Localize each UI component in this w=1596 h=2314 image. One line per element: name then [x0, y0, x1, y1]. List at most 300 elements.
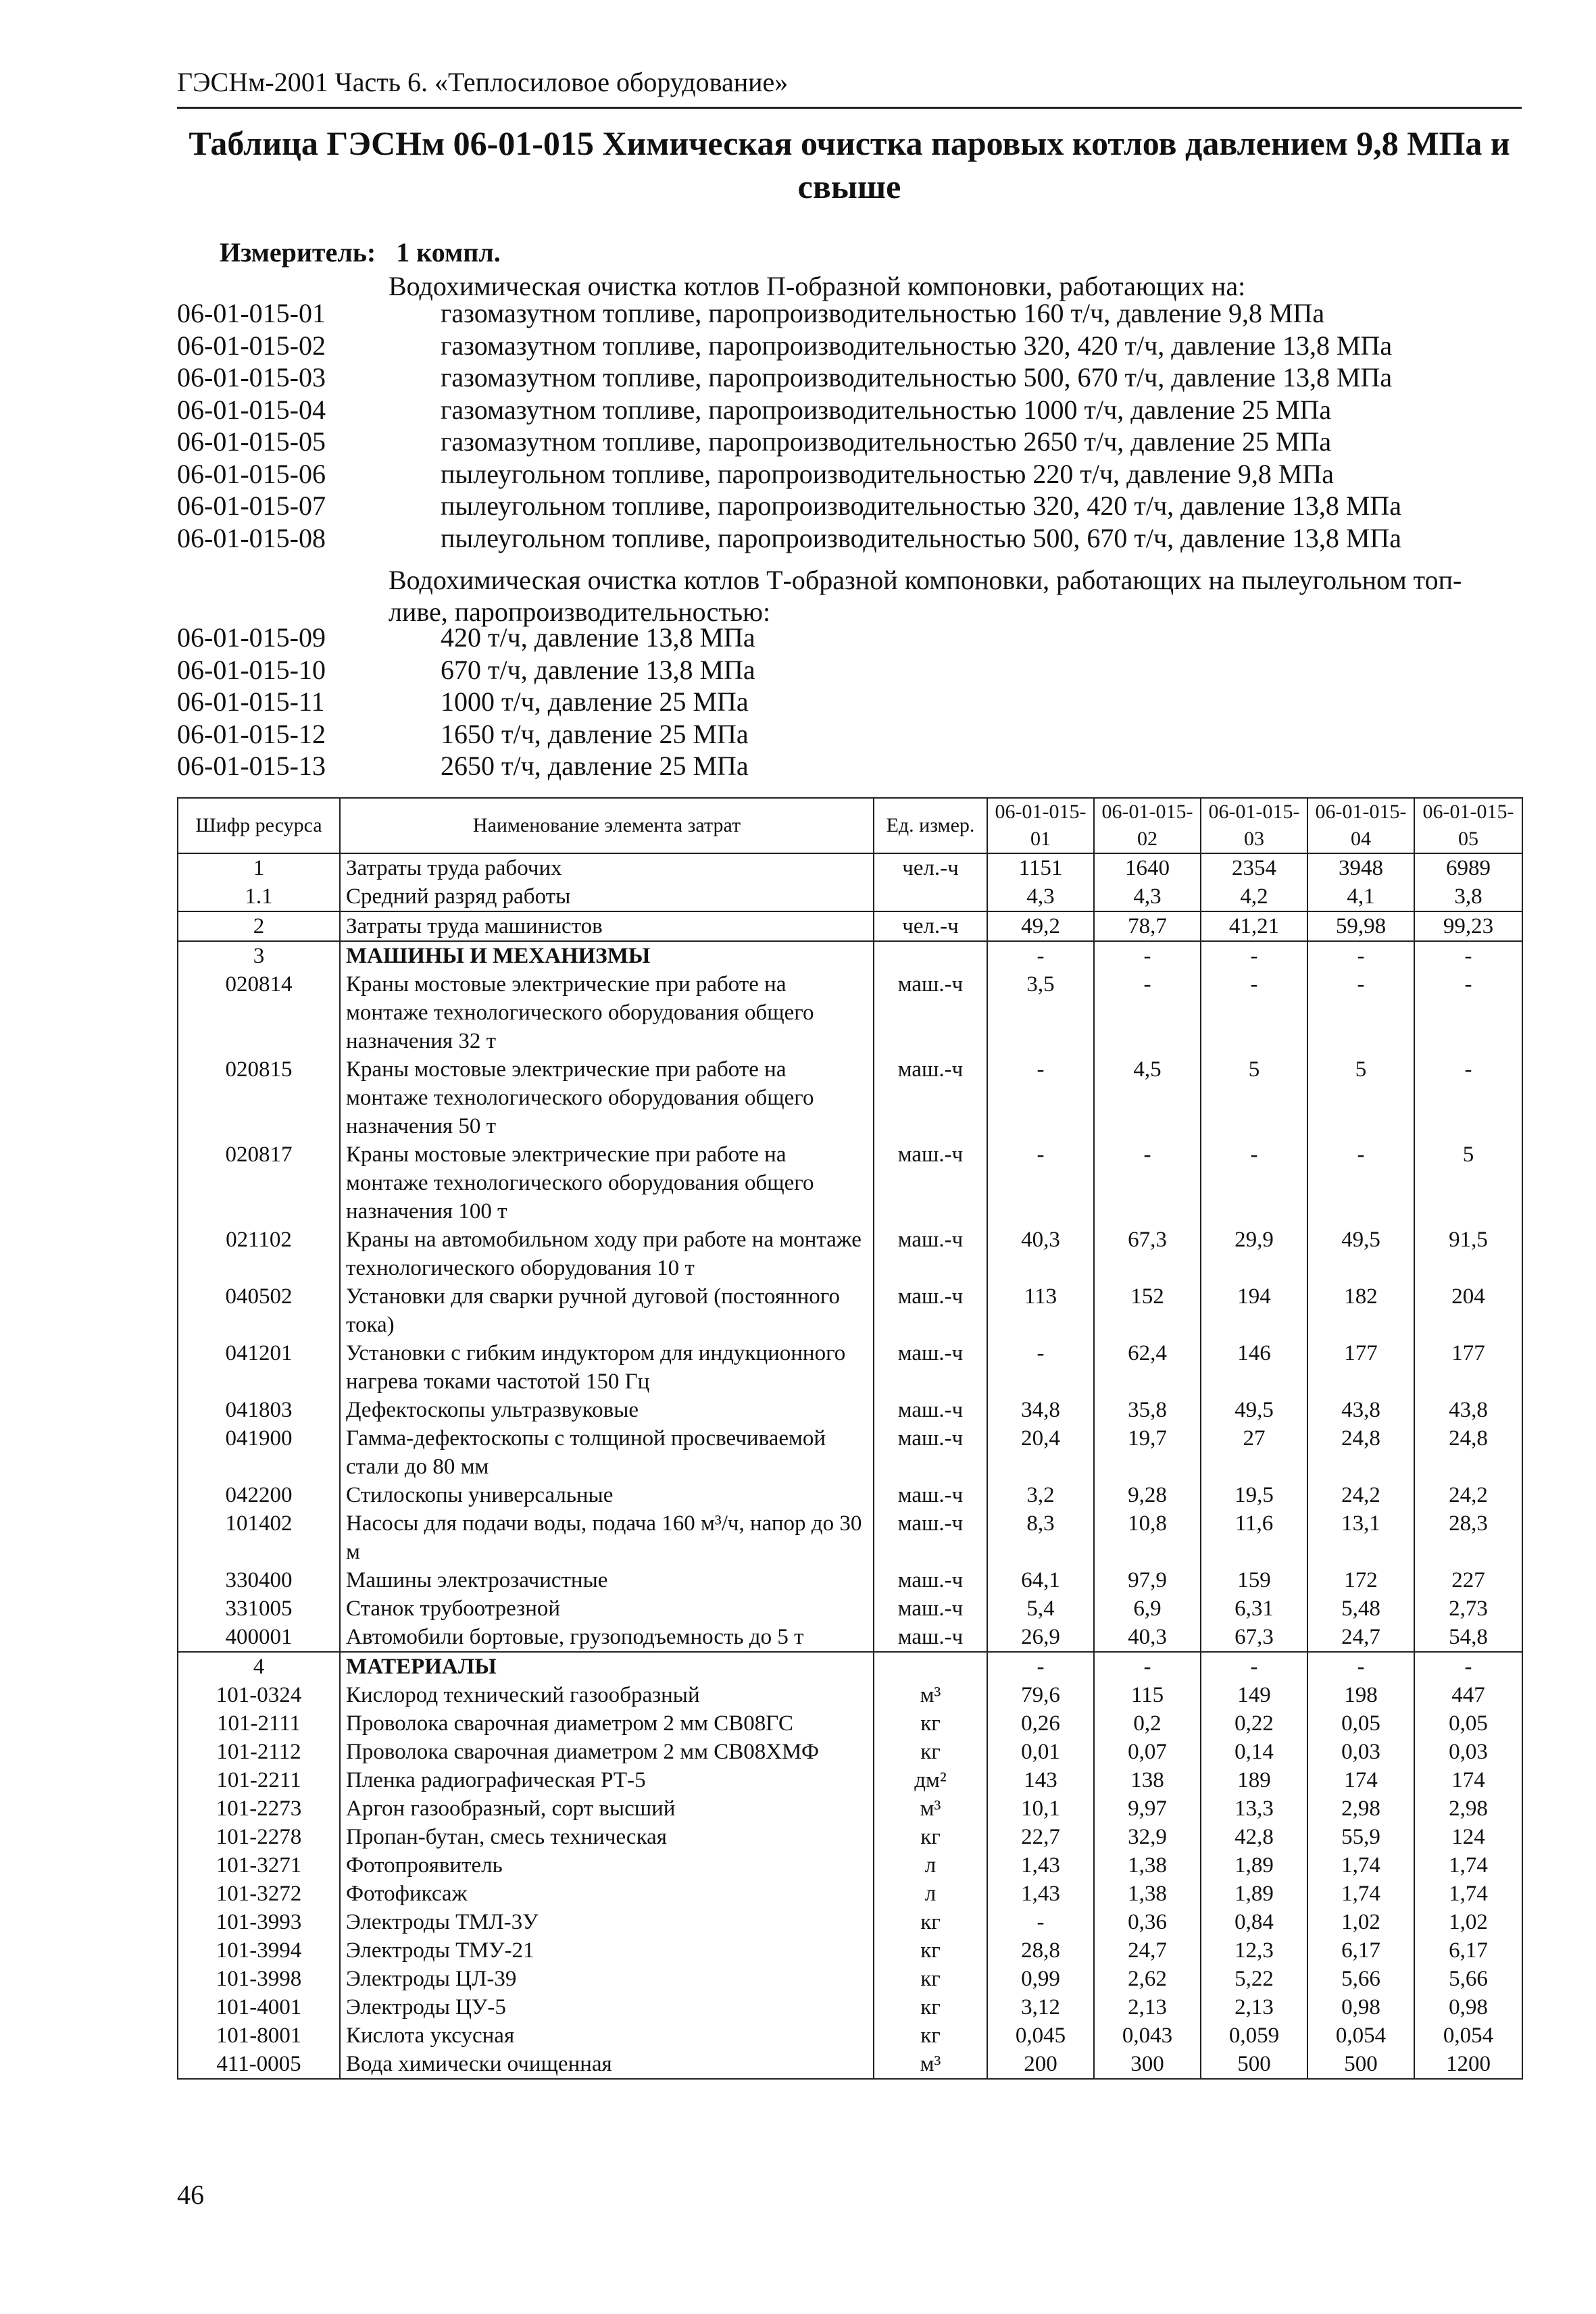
- value-cell: 20,4: [987, 1424, 1094, 1481]
- resource-code: 041900: [178, 1424, 340, 1481]
- measure: [220, 236, 501, 268]
- norm-code: 06-01-015-11: [177, 686, 325, 717]
- table-title-line1: Таблица ГЭСНм 06-01-015 Химическая очистка паровых котлов давлением 9,8 МПа и: [189, 124, 1510, 162]
- value-cell: 2354: [1201, 853, 1307, 882]
- norm-code: 06-01-015-06: [177, 458, 326, 489]
- table-row: [178, 1226, 1522, 1282]
- table-title: [177, 122, 1522, 208]
- table-body: [178, 853, 1522, 2079]
- element-name: Затраты труда машинистов: [340, 911, 874, 941]
- table-row: [178, 970, 1522, 1055]
- value-cell: -: [1307, 941, 1414, 970]
- value-cell: -: [1201, 970, 1307, 1055]
- element-name: МАТЕРИАЛЫ: [340, 1652, 874, 1681]
- resource-code: 101-0324: [178, 1681, 340, 1709]
- value-cell: 5,66: [1307, 1965, 1414, 1993]
- element-name: Дефектоскопы ультразвуковые: [340, 1396, 874, 1424]
- value-cell: 1,89: [1201, 1851, 1307, 1880]
- value-cell: 24,2: [1307, 1481, 1414, 1509]
- element-name: Кислород технический газообразный: [340, 1681, 874, 1709]
- resource-code: 3: [178, 941, 340, 970]
- value-cell: 5,22: [1201, 1965, 1307, 1993]
- element-name: Краны мостовые электрические при работе на монтаже технологического оборудования общего назначения 100 т: [340, 1140, 874, 1226]
- value-cell: 49,2: [987, 911, 1094, 941]
- norm-code: 06-01-015-04: [177, 394, 326, 425]
- norm-code: 06-01-015-03: [177, 362, 326, 393]
- value-cell: 32,9: [1094, 1823, 1201, 1851]
- unit: маш.-ч: [874, 1424, 987, 1481]
- value-cell: 0,99: [987, 1965, 1094, 1993]
- element-name: Краны мостовые электрические при работе на монтаже технологического оборудования общего назначения 32 т: [340, 970, 874, 1055]
- element-name: Краны на автомобильном ходу при работе на монтаже технологического оборудования 10 т: [340, 1226, 874, 1282]
- value-cell: -: [1307, 970, 1414, 1055]
- running-header: ГЭСНм-2001 Часть 6. «Теплосиловое оборудование»: [177, 67, 789, 97]
- value-cell: 1151: [987, 853, 1094, 882]
- resource-code: 101-2112: [178, 1738, 340, 1766]
- table-row: [178, 1965, 1522, 1993]
- norm-description: газомазутном топливе, паропроизводительностью 320, 420 т/ч, давление 13,8 МПа: [441, 330, 1393, 361]
- value-cell: 0,2: [1094, 1709, 1201, 1738]
- norm-description: пылеугольном топливе, паропроизводительностью 320, 420 т/ч, давление 13,8 МПа: [441, 491, 1402, 521]
- header-col-05: 06-01-015-05: [1414, 798, 1522, 853]
- table-row: [178, 882, 1522, 911]
- table-row: [178, 2050, 1522, 2079]
- header-rule: [177, 107, 1522, 109]
- value-cell: 2,13: [1201, 1993, 1307, 2021]
- resource-code: 020817: [178, 1140, 340, 1226]
- value-cell: 0,045: [987, 2021, 1094, 2050]
- element-name: Установки для сварки ручной дуговой (постоянного тока): [340, 1282, 874, 1339]
- norm-description: газомазутном топливе, паропроизводительностью 160 т/ч, давление 9,8 МПа: [441, 298, 1325, 328]
- resource-code: 330400: [178, 1566, 340, 1594]
- element-name: Краны мостовые электрические при работе на монтаже технологического оборудования общего назначения 50 т: [340, 1055, 874, 1140]
- value-cell: 5,4: [987, 1594, 1094, 1623]
- value-cell: 10,1: [987, 1794, 1094, 1823]
- resource-code: 101-8001: [178, 2021, 340, 2050]
- value-cell: -: [1201, 941, 1307, 970]
- value-cell: 5: [1414, 1140, 1522, 1226]
- value-cell: 6989: [1414, 853, 1522, 882]
- element-name: Электроды ТМЛ-3У: [340, 1908, 874, 1936]
- element-name: Стилоскопы универсальные: [340, 1481, 874, 1509]
- element-name: Машины электрозачистные: [340, 1566, 874, 1594]
- element-name: Электроды ЦУ-5: [340, 1993, 874, 2021]
- resource-code: 101-2273: [178, 1794, 340, 1823]
- value-cell: 0,84: [1201, 1908, 1307, 1936]
- norm-description: пылеугольном топливе, паропроизводительностью 220 т/ч, давление 9,8 МПа: [441, 458, 1335, 489]
- value-cell: 29,9: [1201, 1226, 1307, 1282]
- intro-group1: Водохимическая очистка котлов П-образной компоновки, работающих на:: [389, 271, 1246, 301]
- unit: кг: [874, 1965, 987, 1993]
- value-cell: 12,3: [1201, 1936, 1307, 1965]
- unit: м³: [874, 1681, 987, 1709]
- value-cell: 79,6: [987, 1681, 1094, 1709]
- table-row: [178, 1794, 1522, 1823]
- header-element-name: Наименование элемента затрат: [340, 798, 874, 853]
- value-cell: 24,7: [1094, 1936, 1201, 1965]
- element-name: Затраты труда рабочих: [340, 853, 874, 882]
- table-row: [178, 1424, 1522, 1481]
- header-col-01: 06-01-015-01: [987, 798, 1094, 853]
- value-cell: 67,3: [1094, 1226, 1201, 1282]
- unit: маш.-ч: [874, 1509, 987, 1566]
- value-cell: -: [1414, 1055, 1522, 1140]
- unit: маш.-ч: [874, 1226, 987, 1282]
- resource-code: 1: [178, 853, 340, 882]
- value-cell: 0,05: [1414, 1709, 1522, 1738]
- norm-description: 670 т/ч, давление 13,8 МПа: [441, 654, 755, 685]
- resource-code: 021102: [178, 1226, 340, 1282]
- table-row: [178, 1993, 1522, 2021]
- element-name: Электроды ЦЛ-39: [340, 1965, 874, 1993]
- table-row: [178, 1652, 1522, 1681]
- value-cell: 3,12: [987, 1993, 1094, 2021]
- resource-code: 101-2211: [178, 1766, 340, 1794]
- value-cell: 28,3: [1414, 1509, 1522, 1566]
- resource-code: 101-2111: [178, 1709, 340, 1738]
- norm-description: газомазутном топливе, паропроизводительностью 2650 т/ч, давление 25 МПа: [441, 426, 1332, 457]
- norm-description: 420 т/ч, давление 13,8 МПа: [441, 622, 755, 653]
- value-cell: 204: [1414, 1282, 1522, 1339]
- value-cell: 2,62: [1094, 1965, 1201, 1993]
- value-cell: 0,98: [1414, 1993, 1522, 2021]
- unit: л: [874, 1880, 987, 1908]
- element-name: Проволока сварочная диаметром 2 мм СВ08ГС: [340, 1709, 874, 1738]
- value-cell: 1,43: [987, 1880, 1094, 1908]
- value-cell: 43,8: [1414, 1396, 1522, 1424]
- resource-code: 020815: [178, 1055, 340, 1140]
- resource-code: 101-3994: [178, 1936, 340, 1965]
- norm-code: 06-01-015-05: [177, 426, 326, 457]
- value-cell: 6,9: [1094, 1594, 1201, 1623]
- table-row: [178, 1481, 1522, 1509]
- resource-code: 101-4001: [178, 1993, 340, 2021]
- resource-code: 2: [178, 911, 340, 941]
- table-header-row: [178, 798, 1522, 853]
- element-name: Аргон газообразный, сорт высший: [340, 1794, 874, 1823]
- page-number: 46: [177, 2180, 204, 2210]
- header-col-03: 06-01-015-03: [1201, 798, 1307, 853]
- norm-code: 06-01-015-13: [177, 751, 326, 781]
- value-cell: -: [1201, 1652, 1307, 1681]
- measure-label: Измеритель:: [220, 237, 376, 268]
- value-cell: 24,2: [1414, 1481, 1522, 1509]
- element-name: Фотопроявитель: [340, 1851, 874, 1880]
- element-name: Фотофиксаж: [340, 1880, 874, 1908]
- value-cell: 4,3: [1094, 882, 1201, 911]
- norm-description: 1000 т/ч, давление 25 МПа: [441, 686, 749, 717]
- value-cell: -: [987, 1140, 1094, 1226]
- value-cell: 0,054: [1307, 2021, 1414, 2050]
- value-cell: 149: [1201, 1681, 1307, 1709]
- value-cell: 152: [1094, 1282, 1201, 1339]
- unit: м³: [874, 1794, 987, 1823]
- element-name: Насосы для подачи воды, подача 160 м³/ч, напор до 30 м: [340, 1509, 874, 1566]
- unit: чел.-ч: [874, 853, 987, 882]
- table-row: [178, 1823, 1522, 1851]
- value-cell: 1,43: [987, 1851, 1094, 1880]
- value-cell: 8,3: [987, 1509, 1094, 1566]
- value-cell: 91,5: [1414, 1226, 1522, 1282]
- value-cell: 115: [1094, 1681, 1201, 1709]
- value-cell: 0,054: [1414, 2021, 1522, 2050]
- value-cell: -: [1414, 970, 1522, 1055]
- unit: кг: [874, 1738, 987, 1766]
- value-cell: 1,74: [1414, 1880, 1522, 1908]
- unit: [874, 1652, 987, 1681]
- element-name: Средний разряд работы: [340, 882, 874, 911]
- unit: маш.-ч: [874, 1623, 987, 1652]
- table-row: [178, 941, 1522, 970]
- table-row: [178, 2021, 1522, 2050]
- table-row: [178, 1936, 1522, 1965]
- unit: чел.-ч: [874, 911, 987, 941]
- value-cell: 11,6: [1201, 1509, 1307, 1566]
- value-cell: 41,21: [1201, 911, 1307, 941]
- cost-table: [177, 797, 1523, 2080]
- value-cell: 5: [1307, 1055, 1414, 1140]
- value-cell: 5,48: [1307, 1594, 1414, 1623]
- value-cell: 500: [1307, 2050, 1414, 2079]
- resource-code: 331005: [178, 1594, 340, 1623]
- value-cell: 146: [1201, 1339, 1307, 1396]
- value-cell: -: [987, 941, 1094, 970]
- value-cell: 1,74: [1307, 1851, 1414, 1880]
- unit: маш.-ч: [874, 1396, 987, 1424]
- header-col-04: 06-01-015-04: [1307, 798, 1414, 853]
- header-resource-code: Шифр ресурса: [178, 798, 340, 853]
- resource-code: 411-0005: [178, 2050, 340, 2079]
- element-name: Пропан-бутан, смесь техническая: [340, 1823, 874, 1851]
- unit: маш.-ч: [874, 1339, 987, 1396]
- value-cell: 1,02: [1307, 1908, 1414, 1936]
- value-cell: 42,8: [1201, 1823, 1307, 1851]
- table-row: [178, 1282, 1522, 1339]
- resource-code: 041803: [178, 1396, 340, 1424]
- element-name: Кислота уксусная: [340, 2021, 874, 2050]
- value-cell: -: [1094, 941, 1201, 970]
- value-cell: 300: [1094, 2050, 1201, 2079]
- element-name: Гамма-дефектоскопы с толщиной просвечиваемой стали до 80 мм: [340, 1424, 874, 1481]
- resource-code: 101-3993: [178, 1908, 340, 1936]
- table-title-line2: свыше: [797, 168, 901, 205]
- value-cell: 172: [1307, 1566, 1414, 1594]
- norm-code: 06-01-015-09: [177, 622, 326, 653]
- table-row: [178, 1766, 1522, 1794]
- resource-code: 101-3998: [178, 1965, 340, 1993]
- value-cell: 4,5: [1094, 1055, 1201, 1140]
- value-cell: 54,8: [1414, 1623, 1522, 1652]
- value-cell: 62,4: [1094, 1339, 1201, 1396]
- value-cell: 0,05: [1307, 1709, 1414, 1738]
- value-cell: 40,3: [1094, 1623, 1201, 1652]
- value-cell: 0,03: [1307, 1738, 1414, 1766]
- norm-code: 06-01-015-01: [177, 298, 326, 328]
- value-cell: -: [987, 1652, 1094, 1681]
- value-cell: 1,38: [1094, 1851, 1201, 1880]
- norm-code: 06-01-015-02: [177, 330, 326, 361]
- value-cell: 159: [1201, 1566, 1307, 1594]
- value-cell: 0,07: [1094, 1738, 1201, 1766]
- value-cell: 198: [1307, 1681, 1414, 1709]
- value-cell: 3,8: [1414, 882, 1522, 911]
- norm-description: 1650 т/ч, давление 25 МПа: [441, 718, 749, 749]
- value-cell: 49,5: [1307, 1226, 1414, 1282]
- element-name: Вода химически очищенная: [340, 2050, 874, 2079]
- value-cell: 1,89: [1201, 1880, 1307, 1908]
- resource-code: 040502: [178, 1282, 340, 1339]
- value-cell: 24,7: [1307, 1623, 1414, 1652]
- element-name: Установки с гибким индуктором для индукционного нагрева токами частотой 150 Гц: [340, 1339, 874, 1396]
- value-cell: 182: [1307, 1282, 1414, 1339]
- value-cell: 59,98: [1307, 911, 1414, 941]
- value-cell: 99,23: [1414, 911, 1522, 941]
- value-cell: 78,7: [1094, 911, 1201, 941]
- value-cell: 0,14: [1201, 1738, 1307, 1766]
- value-cell: 10,8: [1094, 1509, 1201, 1566]
- unit: кг: [874, 1936, 987, 1965]
- resource-code: 020814: [178, 970, 340, 1055]
- table-row: [178, 1594, 1522, 1623]
- norm-description: газомазутном топливе, паропроизводительностью 500, 670 т/ч, давление 13,8 МПа: [441, 362, 1393, 393]
- value-cell: 2,98: [1307, 1794, 1414, 1823]
- value-cell: 34,8: [987, 1396, 1094, 1424]
- value-cell: -: [1307, 1652, 1414, 1681]
- norm-description: газомазутном топливе, паропроизводительностью 1000 т/ч, давление 25 МПа: [441, 394, 1332, 425]
- resource-code: 101402: [178, 1509, 340, 1566]
- resource-code: 101-3271: [178, 1851, 340, 1880]
- value-cell: 1,38: [1094, 1880, 1201, 1908]
- unit: кг: [874, 1908, 987, 1936]
- value-cell: 13,1: [1307, 1509, 1414, 1566]
- value-cell: 3948: [1307, 853, 1414, 882]
- unit: кг: [874, 2021, 987, 2050]
- value-cell: 24,8: [1414, 1424, 1522, 1481]
- value-cell: 500: [1201, 2050, 1307, 2079]
- table-row: [178, 1566, 1522, 1594]
- unit: [874, 882, 987, 911]
- value-cell: 177: [1307, 1339, 1414, 1396]
- value-cell: 1640: [1094, 853, 1201, 882]
- table-row: [178, 1140, 1522, 1226]
- norm-code: 06-01-015-07: [177, 491, 326, 521]
- value-cell: 143: [987, 1766, 1094, 1794]
- value-cell: 26,9: [987, 1623, 1094, 1652]
- table-row: [178, 1623, 1522, 1652]
- value-cell: 2,73: [1414, 1594, 1522, 1623]
- value-cell: 4,3: [987, 882, 1094, 911]
- unit: маш.-ч: [874, 970, 987, 1055]
- value-cell: 1,02: [1414, 1908, 1522, 1936]
- norm-code: 06-01-015-12: [177, 718, 326, 749]
- value-cell: 67,3: [1201, 1623, 1307, 1652]
- unit: л: [874, 1851, 987, 1880]
- value-cell: 1,74: [1414, 1851, 1522, 1880]
- value-cell: 49,5: [1201, 1396, 1307, 1424]
- value-cell: 227: [1414, 1566, 1522, 1594]
- value-cell: -: [1094, 1140, 1201, 1226]
- value-cell: -: [987, 1055, 1094, 1140]
- value-cell: 0,22: [1201, 1709, 1307, 1738]
- value-cell: -: [1307, 1140, 1414, 1226]
- value-cell: 2,13: [1094, 1993, 1201, 2021]
- value-cell: 19,5: [1201, 1481, 1307, 1509]
- resource-code: 101-3272: [178, 1880, 340, 1908]
- value-cell: 55,9: [1307, 1823, 1414, 1851]
- unit: маш.-ч: [874, 1566, 987, 1594]
- element-name: Проволока сварочная диаметром 2 мм СВ08ХМФ: [340, 1738, 874, 1766]
- value-cell: 0,03: [1414, 1738, 1522, 1766]
- element-name: МАШИНЫ И МЕХАНИЗМЫ: [340, 941, 874, 970]
- table-row: [178, 1908, 1522, 1936]
- table-row: [178, 1055, 1522, 1140]
- value-cell: 177: [1414, 1339, 1522, 1396]
- value-cell: 3,5: [987, 970, 1094, 1055]
- table-row: [178, 1509, 1522, 1566]
- resource-code: 101-2278: [178, 1823, 340, 1851]
- intro-group2: [389, 564, 1530, 628]
- unit: маш.-ч: [874, 1282, 987, 1339]
- value-cell: 174: [1307, 1766, 1414, 1794]
- value-cell: 64,1: [987, 1566, 1094, 1594]
- value-cell: 43,8: [1307, 1396, 1414, 1424]
- unit: кг: [874, 1709, 987, 1738]
- value-cell: 0,043: [1094, 2021, 1201, 2050]
- value-cell: -: [1094, 970, 1201, 1055]
- value-cell: 5: [1201, 1055, 1307, 1140]
- unit: [874, 941, 987, 970]
- table-row: [178, 1396, 1522, 1424]
- value-cell: 124: [1414, 1823, 1522, 1851]
- resource-code: 042200: [178, 1481, 340, 1509]
- value-cell: -: [1414, 941, 1522, 970]
- header-col-02: 06-01-015-02: [1094, 798, 1201, 853]
- value-cell: 40,3: [987, 1226, 1094, 1282]
- value-cell: 19,7: [1094, 1424, 1201, 1481]
- resource-code: 041201: [178, 1339, 340, 1396]
- norm-description: пылеугольном топливе, паропроизводительностью 500, 670 т/ч, давление 13,8 МПа: [441, 522, 1402, 553]
- value-cell: 24,8: [1307, 1424, 1414, 1481]
- value-cell: -: [1201, 1140, 1307, 1226]
- element-name: Электроды ТМУ-21: [340, 1936, 874, 1965]
- value-cell: -: [987, 1339, 1094, 1396]
- unit: кг: [874, 1823, 987, 1851]
- table-row: [178, 853, 1522, 882]
- unit: маш.-ч: [874, 1594, 987, 1623]
- value-cell: 113: [987, 1282, 1094, 1339]
- table-row: [178, 911, 1522, 941]
- value-cell: 0,059: [1201, 2021, 1307, 2050]
- value-cell: 27: [1201, 1424, 1307, 1481]
- value-cell: 97,9: [1094, 1566, 1201, 1594]
- value-cell: 200: [987, 2050, 1094, 2079]
- table-row: [178, 1851, 1522, 1880]
- value-cell: -: [1094, 1652, 1201, 1681]
- value-cell: 4,2: [1201, 882, 1307, 911]
- value-cell: 5,66: [1414, 1965, 1522, 1993]
- value-cell: 6,31: [1201, 1594, 1307, 1623]
- value-cell: 9,97: [1094, 1794, 1201, 1823]
- value-cell: 1,74: [1307, 1880, 1414, 1908]
- value-cell: 174: [1414, 1766, 1522, 1794]
- value-cell: 9,28: [1094, 1481, 1201, 1509]
- unit: маш.-ч: [874, 1140, 987, 1226]
- element-name: Автомобили бортовые, грузоподъемность до 5 т: [340, 1623, 874, 1652]
- value-cell: 447: [1414, 1681, 1522, 1709]
- unit: маш.-ч: [874, 1055, 987, 1140]
- resource-code: 4: [178, 1652, 340, 1681]
- value-cell: 0,36: [1094, 1908, 1201, 1936]
